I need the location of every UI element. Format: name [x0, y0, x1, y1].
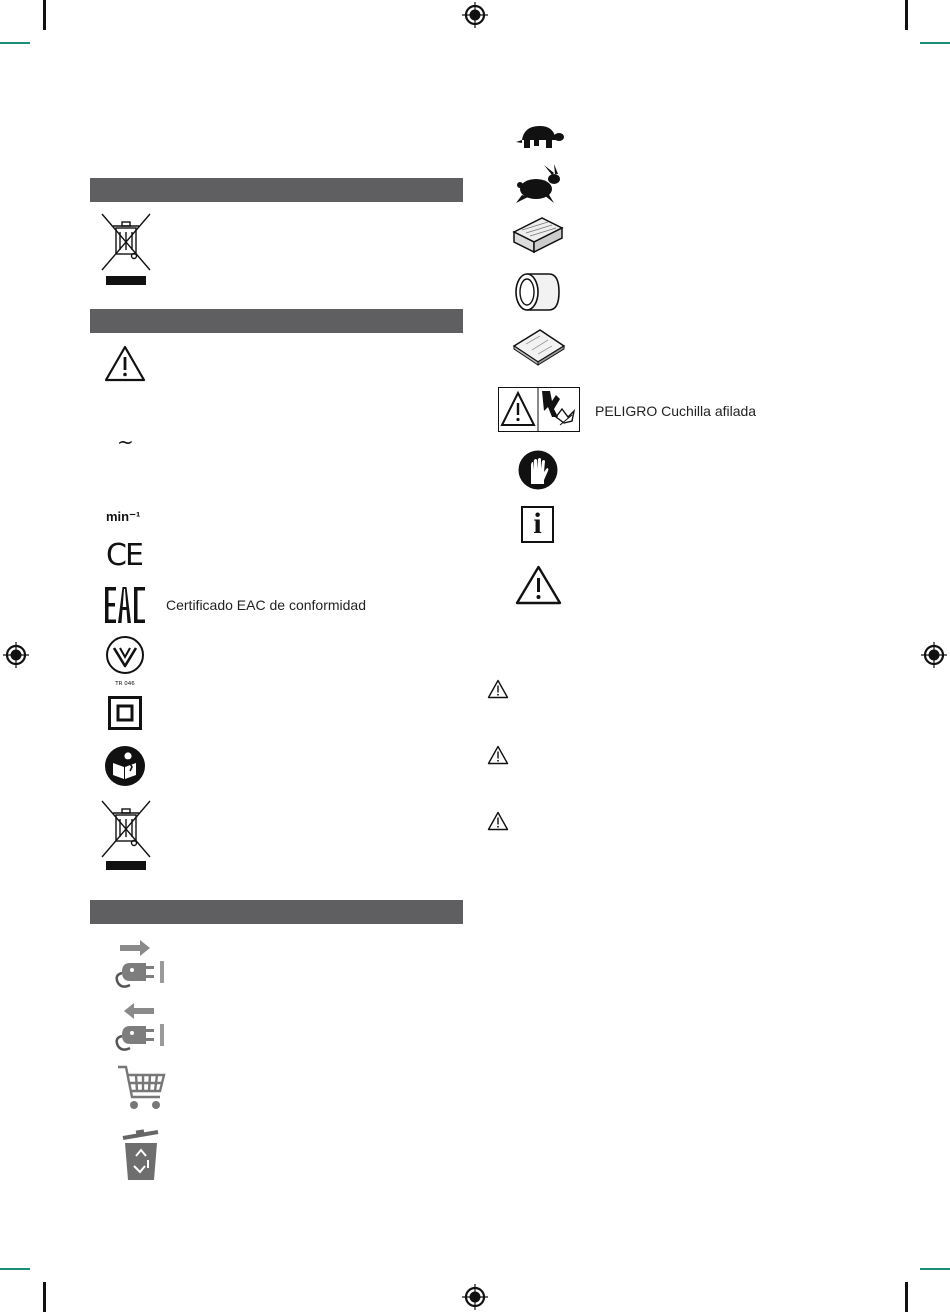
section-header-bar-1: [90, 178, 463, 202]
information-icon: [521, 506, 554, 543]
small-warning-triangle-icon: [487, 811, 509, 831]
registration-mark-left: [2, 641, 30, 669]
crop-mark-bottom-right-h: [920, 1268, 950, 1270]
registration-mark-bottom: [461, 1283, 489, 1311]
warning-triangle-icon: [104, 345, 146, 382]
wood-material-icon: [512, 214, 564, 254]
eac-certificate-label: Certificado EAC de conformidad: [166, 597, 366, 613]
warning-triangle-icon: [515, 565, 562, 605]
svg-text:TR 046: TR 046: [115, 681, 135, 686]
crop-mark-bottom-right: [905, 1282, 908, 1312]
small-warning-triangle-icon: [487, 745, 509, 765]
class-ii-double-insulation-icon: [108, 696, 142, 730]
weee-crossed-bin-icon: [100, 212, 152, 288]
wear-gloves-icon: [518, 450, 558, 490]
small-warning-triangle-icon: [487, 679, 509, 699]
read-manual-icon: [104, 745, 146, 787]
tile-material-icon: [512, 324, 566, 366]
ukrainian-conformity-mark-icon: [104, 634, 146, 686]
rabbit-fast-speed-icon: [514, 163, 564, 205]
registration-mark-right: [920, 641, 948, 669]
eac-mark-icon: [104, 585, 146, 625]
weee-crossed-bin-icon: [100, 799, 152, 875]
section-header-bar-3: [90, 900, 463, 924]
sharp-blade-danger-icon: [498, 387, 580, 432]
crop-mark-top-left: [43, 0, 46, 30]
ce-mark-icon: CE: [106, 538, 142, 573]
section-header-bar-2: [90, 309, 463, 333]
rpm-unit-icon: min⁻¹: [106, 509, 141, 524]
information-glyph: i: [533, 507, 542, 540]
plug-connect-icon: [112, 937, 168, 989]
registration-mark-top: [461, 1, 489, 29]
crop-mark-bottom-left-h: [0, 1268, 30, 1270]
crop-mark-top-right-h: [920, 42, 950, 44]
turtle-slow-speed-icon: [514, 120, 564, 152]
pipe-material-icon: [513, 270, 561, 314]
plug-disconnect-icon: [112, 1000, 168, 1052]
recycle-bin-icon: [120, 1128, 162, 1182]
crop-mark-bottom-left: [43, 1282, 46, 1312]
shopping-cart-icon: [116, 1063, 168, 1113]
crop-mark-top-right: [905, 0, 908, 30]
sharp-blade-danger-label: PELIGRO Cuchilla afilada: [595, 403, 757, 419]
crop-mark-top-left-h: [0, 42, 30, 44]
alternating-current-icon: ~: [117, 430, 134, 454]
